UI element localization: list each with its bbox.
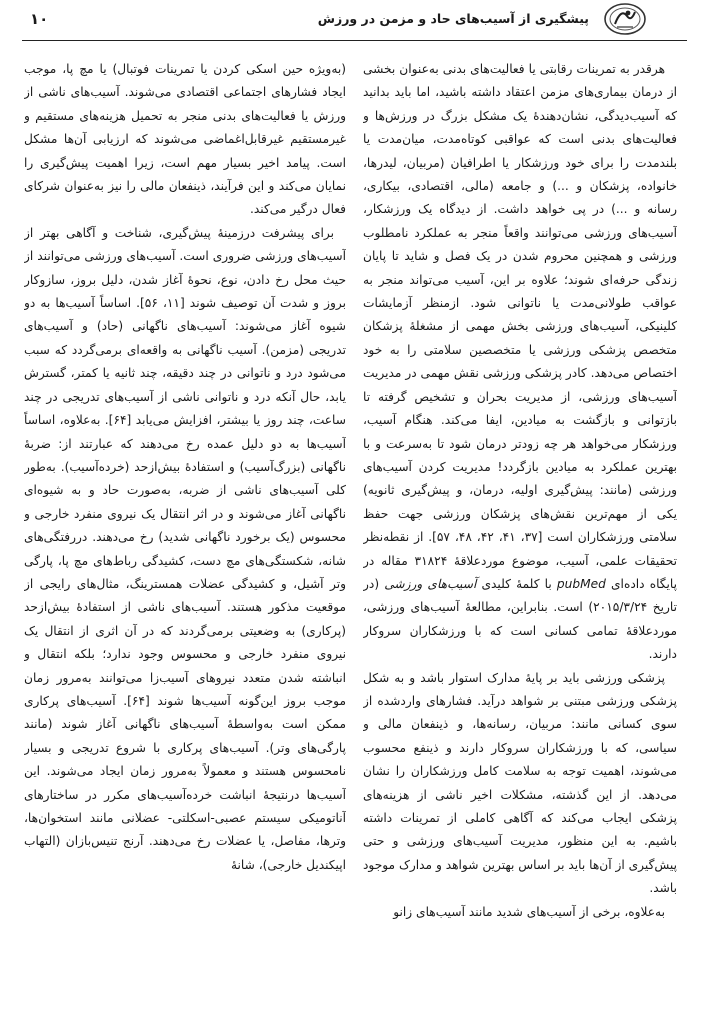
paragraph: [363, 58, 677, 667]
database-name: pubMed: [556, 576, 606, 591]
journal-emblem-icon: [601, 2, 649, 36]
right-column: [363, 58, 677, 1020]
running-title: پیشگیری از آسیب‌های حاد و مزمن در ورزش: [317, 11, 589, 26]
paragraph-text: (در تاریخ ۲۰۱۵/۳/۲۴) است. بنابراین، مطالعهٔ آسیب‌های ورزشی، موردعلاقهٔ تمامی کسانی است که با ورزشکاران سروکار دارند.: [363, 576, 677, 662]
paragraph-text: با کلمهٔ کلیدی: [481, 576, 552, 591]
paragraph: به‌علاوه، برخی از آسیب‌های شدید مانند آسیب‌های زانو: [393, 904, 665, 919]
paragraph: (به‌ویژه حین اسکی کردن یا تمرینات فوتبال) یا مچ پا، موجب ایجاد فشارهای اجتماعی اقتصادی می‌شوند. آسیب‌های ناشی از ورزش یا فعالیت‌های بدنی منجر به تحمیل هزینه‌های مستقیم و غیرمستقیم غیرقابل‌اغماضی می‌شوند که ارزیابی آن‌ها مشکل است. پیامد اخیر بسیار مهم است، زیرا اهمیت پیش‌گیری را نمایان می‌کند و این فرآیند، ذینفعان مالی را نیز به‌عنوان شرکای فعال درگیر می‌کند.: [24, 62, 346, 217]
paragraph: برای پیشرفت درزمینهٔ پیش‌گیری، شناخت و آگاهی بهتر از آسیب‌های ورزشی ضروری است. آسیب‌های ورزشی می‌توانند از حیث محل رخ دادن، نوع، نحوهٔ آغاز شدن، دلیل بروز، سازوکار بروز و شدت آن توصیف شوند [۱۱، ۵۶]. اساساً آسیب‌ها به دو شیوه آغاز می‌شوند: آسیب‌های ناگهانی (حاد) و آسیب‌های تدریجی (مزمن). آسیب ناگهانی به واقعه‌ای برمی‌گردد که سبب می‌شود درد و ناتوانی در چند دقیقه، چند ثانیه یا کمتر، گسترش یابد، حال آنکه درد و ناتوانی ناشی از آسیب‌های تدریجی در چند ساعت، چند روز یا بیشتر، افزایش می‌یابد [۶۴]. به‌علاوه، اساساً آسیب‌ها به دو دلیل عمده رخ می‌دهند که عبارتند از: ضربهٔ ناگهانی (بزرگ‌آسیب) و استفادهٔ بیش‌ازحد (خرده‌آسیب). به‌طور کلی آسیب‌های ناشی از ضربه، به‌صورت حاد و به شیوه‌ای ناگهانی آغاز می‌شوند و در اثر انتقال یک نیروی منفرد خارجی و محسوس (یک برخورد ناگهانی شدید) رخ می‌دهند. دررفتگی‌های شانه، شکستگی‌های مچ دست، کشیدگی رباط‌های مچ پا، پارگی وتر آشیل، و کشیدگی عضلات همسترینگ، مثال‌های رایجی از موقعیت مذکور هستند. آسیب‌های ناشی از استفادهٔ بیش‌ازحد (پرکاری) به وضعیتی برمی‌گردند که در آن اثری از انتقال یک نیروی منفرد خارجی و محسوس وجود ندارد؛ بلکه انتقال و انباشته شدن متعدد نیروهای آسیب‌زا می‌توانند به‌مرور زمان موجب بروز این‌گونه آسیب‌ها شوند [۶۴]. آسیب‌های پرکاری ممکن است به‌واسطهٔ آسیب‌های ناگهانی آغاز شوند (مانند پارگی‌های وتر). آسیب‌های پرکاری با شروع تدریجی و بسیار نامحسوس هستند و معمولاً به‌مرور زمان ایجاد می‌شوند. این آسیب‌ها درنتیجهٔ انباشت خرده‌آسیب‌های مکرر در ساختارهای آناتومیکی سیستم عصبی-اسکلتی- عضلانی مانند استخوان‌ها، وترها، مفاصل، یا عضلات رخ می‌دهند. آرنج تنیس‌بازان (التهاب اپیکندیل خارجی)، شانهٔ: [24, 225, 346, 872]
left-column: [24, 58, 346, 1020]
keyword-text: آسیب‌های ورزشی: [384, 576, 477, 591]
page-header: [0, 0, 709, 42]
page-number: ۱۰: [30, 10, 49, 28]
paragraph: پزشکی ورزشی باید بر پایهٔ مدارک استوار باشد و به شکل پزشکی ورزشی مبتنی بر شواهد درآید. فشارهای واردشده از سوی کسانی مانند: مربیان، رسانه‌ها، و ذینفعان مالی و سیاسی، که با ورزشکاران سروکار دارند و ذینفع محسوب می‌شوند، اهمیت توجه به سلامت کامل ورزشکاران را نشان می‌دهد. از این گذشته، مشکلات اخیر ناشی از هزینه‌های پزشکی ایجاب می‌کند که آگاهی کاملی از تمرینات داشته باشیم. به این منظور، مدیریت آسیب‌های ورزشی و حتی پیش‌گیری از آن‌ها باید بر اساس بهترین شواهد و مدارک موجود باشد.: [363, 670, 677, 896]
header-rule: [22, 40, 687, 41]
paragraph-text: هرقدر به تمرینات رقابتی یا فعالیت‌های بدنی به‌عنوان بخشی از درمان بیماری‌های مزمن اعتقاد داشته باشید، اما باید بدانید که آسیب‌دیدگی، نشان‌دهندهٔ یک مشکل بزرگ در ورزش‌ها و فعالیت‌های بدنی است که عواقبی کوتاه‌مدت، میان‌مدت یا بلندمدت را برای خود ورزشکار یا اطرافیان (مربیان، لیدرها، خانواده، پزشکان و ...) و جامعه (مالی، اقتصادی، بیکاری، رسانه و ...) در پی خواهد داشت. از دیدگاه یک ورزشکار، آسیب‌های ورزشی می‌توانند واقعاً منجر به عملکرد نامطلوب ورزشی و همچنین محروم شدن در یک فصل و شاید تا پایان زندگی حرفه‌ای شوند؛ علاوه بر این، آسیب می‌تواند منجر به عواقب طولانی‌مدت یا ناتوانی شود. ازمنظر آزمایشات کلینیکی، آسیب‌های ورزشی بخش مهمی از مشغلهٔ پزشکان متخصص پزشکی ورزشی یا متخصصین سلامتی را به خود اختصاص می‌دهد. کادر پزشکی ورزشی نقش مهمی در مدیریت آسیب‌های ورزشی، از مدیریت بحران و تشخیص گرفته تا بازتوانی و بازگشت به میادین، ایفا می‌کند. هنگام آسیب، ورزشکار می‌خواهد هر چه زودتر درمان شود تا به‌سرعت و با بهترین عملکرد به میادین بازگردد! مدیریت کردن آسیب‌های ورزشی (مانند: پیش‌گیری اولیه، درمان، و پیش‌گیری ثانویه) یکی از مهم‌ترین نقش‌های پزشکان ورزشی جهت حفظ سلامتی ورزشکاران است [۳۷، ۴۱، ۴۲، ۴۸، ۵۷]. از نقطه‌نظر تحقیقات علمی، آسیب، موضوع موردعلاقهٔ ۳۱۸۲۴ مقاله در پایگاه داده‌ای: [363, 62, 677, 591]
